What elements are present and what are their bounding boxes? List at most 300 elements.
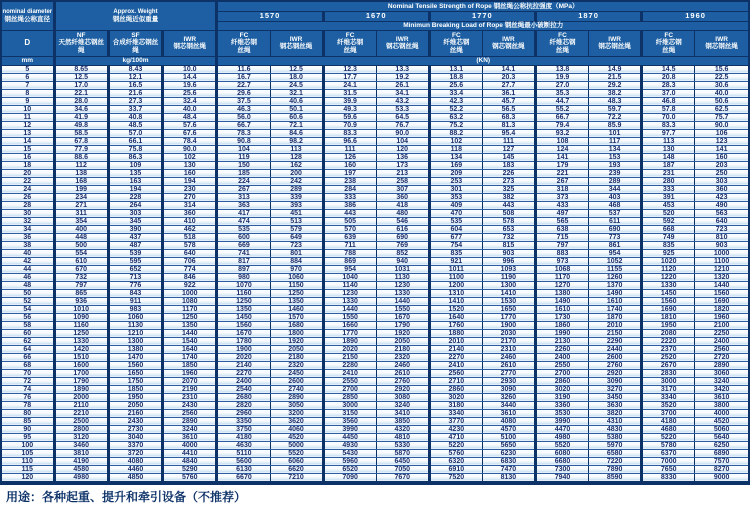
- diameter-cell: 56: [2, 313, 54, 321]
- value-cell: 4710: [429, 433, 482, 441]
- value-cell: 3270: [589, 385, 642, 393]
- value-cell: 95.4: [482, 129, 535, 137]
- value-cell: 373: [535, 193, 588, 201]
- value-cell: 3340: [429, 409, 482, 417]
- value-cell: 3800: [695, 401, 748, 409]
- diameter-cell: 72: [2, 377, 54, 385]
- value-cell: 670: [54, 265, 108, 273]
- table-row: [2, 169, 748, 177]
- value-cell: 797: [535, 241, 588, 249]
- value-cell: 53.3: [376, 105, 429, 113]
- diameter-cell: 120: [2, 473, 54, 482]
- value-cell: 136: [376, 153, 429, 161]
- value-cell: 1610: [535, 305, 588, 313]
- spec-table-body: [2, 65, 748, 482]
- value-cell: 4520: [695, 417, 748, 425]
- value-cell: 2370: [642, 345, 695, 353]
- table-row: [2, 97, 748, 105]
- value-cell: 1690: [642, 305, 695, 313]
- value-cell: 81.3: [482, 121, 535, 129]
- diameter-cell: 115: [2, 465, 54, 473]
- value-cell: 1011: [429, 265, 482, 273]
- value-cell: 3440: [482, 401, 535, 409]
- value-cell: 1210: [695, 265, 748, 273]
- diameter-cell: 44: [2, 265, 54, 273]
- value-cell: 101: [589, 129, 642, 137]
- value-cell: 1250: [217, 297, 270, 305]
- value-cell: 29.2: [589, 81, 642, 89]
- value-cell: 168: [54, 177, 108, 185]
- value-cell: 11.6: [217, 65, 270, 73]
- table-row: [2, 345, 748, 353]
- value-cell: 846: [163, 273, 217, 281]
- col-header-iwr-weight: IWR 钢芯钢丝绳: [163, 30, 217, 56]
- value-cell: 5870: [376, 449, 429, 457]
- table-row: [2, 257, 748, 265]
- value-cell: 33.7: [108, 105, 162, 113]
- value-cell: 1880: [429, 329, 482, 337]
- value-cell: 40.0: [163, 105, 217, 113]
- value-cell: 3240: [163, 425, 217, 433]
- value-cell: 3090: [482, 385, 535, 393]
- value-cell: 970: [270, 265, 323, 273]
- value-cell: 579: [270, 225, 323, 233]
- diameter-cell: 64: [2, 345, 54, 353]
- value-cell: 2860: [429, 385, 482, 393]
- value-cell: 865: [54, 289, 108, 297]
- table-row: [2, 105, 748, 113]
- value-cell: 788: [323, 249, 376, 257]
- grade-1870: 1870: [535, 11, 641, 21]
- value-cell: 72.1: [270, 121, 323, 129]
- grade-1670: 1670: [323, 11, 429, 21]
- value-cell: 2520: [642, 353, 695, 361]
- value-cell: 6130: [217, 465, 270, 473]
- value-cell: 1610: [589, 297, 642, 305]
- table-row: [2, 305, 748, 313]
- value-cell: 3240: [376, 401, 429, 409]
- value-cell: 1370: [589, 281, 642, 289]
- value-cell: 3700: [642, 409, 695, 417]
- value-cell: 6230: [482, 449, 535, 457]
- value-cell: 8590: [589, 473, 642, 482]
- value-cell: 128: [270, 153, 323, 161]
- value-cell: 141: [535, 153, 588, 161]
- value-cell: 535: [429, 217, 482, 225]
- value-cell: 22.1: [54, 89, 108, 97]
- value-cell: 487: [108, 241, 162, 249]
- table-row: [2, 161, 748, 169]
- value-cell: 1860: [535, 321, 588, 329]
- value-cell: 1640: [163, 345, 217, 353]
- value-cell: 706: [163, 257, 217, 265]
- value-cell: 4470: [535, 425, 588, 433]
- value-cell: 2250: [695, 329, 748, 337]
- col-header-fc-1870: FC 纤维芯钢丝绳: [535, 30, 588, 56]
- value-cell: 16.5: [108, 81, 162, 89]
- value-cell: 18.8: [429, 73, 482, 81]
- diameter-cell: 62: [2, 337, 54, 345]
- value-cell: 2770: [482, 369, 535, 377]
- value-cell: 2760: [376, 377, 429, 385]
- value-cell: 417: [217, 209, 270, 217]
- value-cell: 160: [695, 153, 748, 161]
- value-cell: 90.8: [217, 137, 270, 145]
- value-cell: 897: [217, 265, 270, 273]
- value-cell: 7570: [695, 457, 748, 465]
- table-row: [2, 265, 748, 273]
- value-cell: 2930: [482, 377, 535, 385]
- value-cell: 616: [376, 225, 429, 233]
- value-cell: 2610: [376, 369, 429, 377]
- table-row: [2, 473, 748, 482]
- diameter-cell: 105: [2, 449, 54, 457]
- value-cell: 578: [482, 217, 535, 225]
- value-cell: 1440: [695, 281, 748, 289]
- value-cell: 3170: [642, 385, 695, 393]
- value-cell: 6890: [695, 449, 748, 457]
- value-cell: 852: [376, 249, 429, 257]
- value-cell: 333: [323, 193, 376, 201]
- value-cell: 2400: [217, 377, 270, 385]
- value-cell: 2280: [323, 361, 376, 369]
- value-cell: 83.3: [642, 121, 695, 129]
- diameter-cell: 90: [2, 425, 54, 433]
- value-cell: 111: [482, 137, 535, 145]
- value-cell: 2400: [535, 353, 588, 361]
- value-cell: 1540: [163, 337, 217, 345]
- diameter-cell: 70: [2, 369, 54, 377]
- table-row: [2, 273, 748, 281]
- value-cell: 200: [270, 169, 323, 177]
- value-cell: 267: [217, 185, 270, 193]
- value-cell: 76.7: [376, 121, 429, 129]
- value-cell: 26.1: [376, 81, 429, 89]
- value-cell: 5000: [270, 441, 323, 449]
- value-cell: 921: [429, 257, 482, 265]
- value-cell: 12.5: [54, 73, 108, 81]
- value-cell: 4230: [429, 425, 482, 433]
- value-cell: 49.3: [323, 105, 376, 113]
- value-cell: 32.1: [270, 89, 323, 97]
- value-cell: 1440: [163, 329, 217, 337]
- diameter-cell: 80: [2, 409, 54, 417]
- value-cell: 37.5: [217, 97, 270, 105]
- value-cell: 1230: [376, 281, 429, 289]
- value-cell: 749: [642, 233, 695, 241]
- value-cell: 563: [695, 209, 748, 217]
- table-row: [2, 129, 748, 137]
- value-cell: 4570: [482, 425, 535, 433]
- value-cell: 15.6: [695, 65, 748, 73]
- value-cell: 22.5: [695, 73, 748, 81]
- value-cell: 639: [323, 233, 376, 241]
- value-cell: 1330: [54, 337, 108, 345]
- value-cell: 7670: [376, 473, 429, 482]
- value-cell: 134: [589, 145, 642, 153]
- value-cell: 3610: [163, 433, 217, 441]
- value-cell: 98.2: [270, 137, 323, 145]
- value-cell: 5220: [642, 433, 695, 441]
- value-cell: 3370: [108, 441, 162, 449]
- value-cell: 35.3: [535, 89, 588, 97]
- value-cell: 468: [589, 201, 642, 209]
- value-cell: 3560: [323, 417, 376, 425]
- value-cell: 1550: [376, 305, 429, 313]
- usage-note: 用途：各种起重、提升和牵引设备（不推荐）: [0, 485, 750, 505]
- value-cell: 13.1: [429, 65, 482, 73]
- value-cell: 513: [270, 217, 323, 225]
- value-cell: 1040: [323, 273, 376, 281]
- value-cell: 2610: [482, 361, 535, 369]
- value-cell: 31.5: [323, 89, 376, 97]
- col-header-d: D: [2, 30, 54, 56]
- value-cell: 8270: [695, 465, 748, 473]
- value-cell: 77.9: [54, 145, 108, 153]
- col-header-iwr-1670: IWR 钢芯钢丝绳: [376, 30, 429, 56]
- diameter-cell: 34: [2, 225, 54, 233]
- breaking-load-en: Minimun Breaking Load of Rope: [403, 21, 503, 29]
- value-cell: 1330: [323, 297, 376, 305]
- value-cell: 2460: [376, 361, 429, 369]
- diameter-cell: 76: [2, 393, 54, 401]
- value-cell: 8330: [642, 473, 695, 482]
- col-header-sf: SF 合成纤维芯钢丝绳: [108, 30, 162, 56]
- value-cell: 2450: [270, 369, 323, 377]
- value-cell: 604: [429, 225, 482, 233]
- value-cell: 4850: [108, 473, 162, 482]
- diameter-cell: 16: [2, 153, 54, 161]
- value-cell: 185: [217, 169, 270, 177]
- value-cell: 5330: [376, 441, 429, 449]
- value-cell: 1160: [54, 321, 108, 329]
- value-cell: 1270: [535, 281, 588, 289]
- value-cell: 5780: [642, 441, 695, 449]
- value-cell: 12.5: [270, 65, 323, 73]
- value-cell: 741: [217, 249, 270, 257]
- value-cell: 6520: [323, 465, 376, 473]
- value-cell: 835: [642, 241, 695, 249]
- value-cell: 2030: [482, 329, 535, 337]
- value-cell: 19.6: [163, 81, 217, 89]
- value-cell: 112: [54, 161, 108, 169]
- value-cell: 5760: [163, 473, 217, 482]
- value-cell: 6580: [589, 449, 642, 457]
- value-cell: 270: [163, 193, 217, 201]
- value-cell: 410: [163, 217, 217, 225]
- value-cell: 4310: [589, 417, 642, 425]
- value-cell: 4680: [642, 425, 695, 433]
- value-cell: 3450: [589, 393, 642, 401]
- value-cell: 5060: [695, 425, 748, 433]
- value-cell: 56.5: [482, 105, 535, 113]
- value-cell: 546: [376, 217, 429, 225]
- value-cell: 258: [376, 177, 429, 185]
- value-cell: 113: [270, 145, 323, 153]
- approx-weight-header: [54, 2, 217, 30]
- value-cell: 1890: [54, 385, 108, 393]
- value-cell: 2820: [217, 401, 270, 409]
- value-cell: 2890: [695, 361, 748, 369]
- value-cell: 3990: [323, 425, 376, 433]
- value-cell: 1800: [270, 329, 323, 337]
- value-cell: 610: [54, 257, 108, 265]
- value-cell: 55.2: [535, 105, 588, 113]
- value-cell: 78.4: [163, 137, 217, 145]
- value-cell: 9000: [695, 473, 748, 482]
- table-row: [2, 249, 748, 257]
- approx-weight-en: Approx. Weight: [113, 8, 158, 15]
- table-row: [2, 337, 748, 345]
- value-cell: 2100: [695, 321, 748, 329]
- diameter-cell: 30: [2, 209, 54, 217]
- value-cell: 2170: [482, 337, 535, 345]
- diameter-cell: 9: [2, 97, 54, 105]
- value-cell: 46.8: [642, 97, 695, 105]
- value-cell: 4410: [163, 449, 217, 457]
- value-cell: 289: [589, 177, 642, 185]
- table-row: [2, 193, 748, 201]
- value-cell: 66.7: [217, 121, 270, 129]
- diameter-cell: 110: [2, 457, 54, 465]
- value-cell: 3000: [323, 401, 376, 409]
- value-cell: 104: [376, 137, 429, 145]
- value-cell: 97.7: [642, 129, 695, 137]
- table-row: [2, 361, 748, 369]
- value-cell: 1330: [642, 281, 695, 289]
- value-cell: 7050: [376, 465, 429, 473]
- diameter-cell: 15: [2, 145, 54, 153]
- value-cell: 1700: [54, 369, 108, 377]
- table-row: [2, 73, 748, 81]
- value-cell: 203: [695, 161, 748, 169]
- value-cell: 19.9: [535, 73, 588, 81]
- value-cell: 3050: [270, 401, 323, 409]
- value-cell: 5970: [589, 441, 642, 449]
- value-cell: 1260: [589, 273, 642, 281]
- value-cell: 391: [642, 193, 695, 201]
- value-cell: 1300: [108, 337, 162, 345]
- value-cell: 2190: [163, 385, 217, 393]
- value-cell: 5760: [429, 449, 482, 457]
- value-cell: 56.0: [217, 113, 270, 121]
- value-cell: 28.0: [54, 97, 108, 105]
- value-cell: 2010: [589, 321, 642, 329]
- diameter-cell: 5: [2, 65, 54, 73]
- value-cell: 1920: [270, 337, 323, 345]
- value-cell: 668: [642, 225, 695, 233]
- value-cell: 4930: [323, 441, 376, 449]
- value-cell: 1130: [108, 321, 162, 329]
- value-cell: 2700: [323, 385, 376, 393]
- value-cell: 1530: [482, 297, 535, 305]
- value-cell: 1550: [323, 313, 376, 321]
- value-cell: 1320: [695, 273, 748, 281]
- value-cell: 5960: [323, 457, 376, 465]
- value-cell: 3120: [54, 433, 108, 441]
- value-cell: 28.3: [642, 81, 695, 89]
- value-cell: 27.7: [482, 81, 535, 89]
- value-cell: 230: [163, 185, 217, 193]
- table-row: [2, 225, 748, 233]
- value-cell: 3340: [642, 393, 695, 401]
- table-row: [2, 457, 748, 465]
- value-cell: 869: [323, 257, 376, 265]
- value-cell: 2730: [108, 425, 162, 433]
- value-cell: 1950: [642, 321, 695, 329]
- value-cell: 14.4: [163, 73, 217, 81]
- value-cell: 25.6: [429, 81, 482, 89]
- value-cell: 1450: [217, 313, 270, 321]
- value-cell: 2220: [642, 337, 695, 345]
- value-cell: 2800: [54, 425, 108, 433]
- value-cell: 24.1: [323, 81, 376, 89]
- value-cell: 86.3: [108, 153, 162, 161]
- value-cell: 90.0: [695, 121, 748, 129]
- value-cell: 108: [535, 137, 588, 145]
- tensile-strength-zh: 钢丝绳公称抗拉强度（MPa）: [493, 2, 579, 10]
- value-cell: 884: [270, 257, 323, 265]
- value-cell: 5100: [482, 433, 535, 441]
- value-cell: 13.3: [376, 65, 429, 73]
- value-cell: 48.4: [163, 113, 217, 121]
- value-cell: 1870: [589, 313, 642, 321]
- value-cell: 2560: [429, 369, 482, 377]
- table-row: [2, 353, 748, 361]
- value-cell: 339: [270, 193, 323, 201]
- value-cell: 311: [54, 209, 108, 217]
- value-cell: 226: [482, 169, 535, 177]
- diameter-cell: 54: [2, 305, 54, 313]
- value-cell: 518: [163, 233, 217, 241]
- value-cell: 2890: [163, 417, 217, 425]
- value-cell: 1310: [429, 289, 482, 297]
- value-cell: 936: [54, 297, 108, 305]
- value-cell: 649: [270, 233, 323, 241]
- value-cell: 13.8: [535, 65, 588, 73]
- value-cell: 40.8: [108, 113, 162, 121]
- value-cell: 38.2: [589, 89, 642, 97]
- value-cell: 289: [270, 185, 323, 193]
- value-cell: 179: [535, 161, 588, 169]
- value-cell: 5600: [217, 457, 270, 465]
- value-cell: 520: [642, 209, 695, 217]
- value-cell: 600: [217, 233, 270, 241]
- value-cell: 88.6: [54, 153, 108, 161]
- value-cell: 1670: [217, 329, 270, 337]
- value-cell: 973: [535, 257, 588, 265]
- value-cell: 1150: [270, 281, 323, 289]
- value-cell: 773: [589, 233, 642, 241]
- value-cell: 1740: [589, 305, 642, 313]
- value-cell: 6080: [535, 449, 588, 457]
- diameter-cell: 42: [2, 257, 54, 265]
- table-row: [2, 153, 748, 161]
- value-cell: 2410: [429, 361, 482, 369]
- diameter-cell: 58: [2, 321, 54, 329]
- value-cell: 130: [163, 161, 217, 169]
- value-cell: 2310: [482, 345, 535, 353]
- value-cell: 2830: [642, 369, 695, 377]
- grade-1960: 1960: [642, 11, 748, 21]
- value-cell: 360: [163, 209, 217, 217]
- value-cell: 134: [429, 153, 482, 161]
- value-cell: 776: [108, 281, 162, 289]
- value-cell: 490: [695, 201, 748, 209]
- table-row: [2, 241, 748, 249]
- value-cell: 37.0: [642, 89, 695, 97]
- value-cell: 63.2: [429, 113, 482, 121]
